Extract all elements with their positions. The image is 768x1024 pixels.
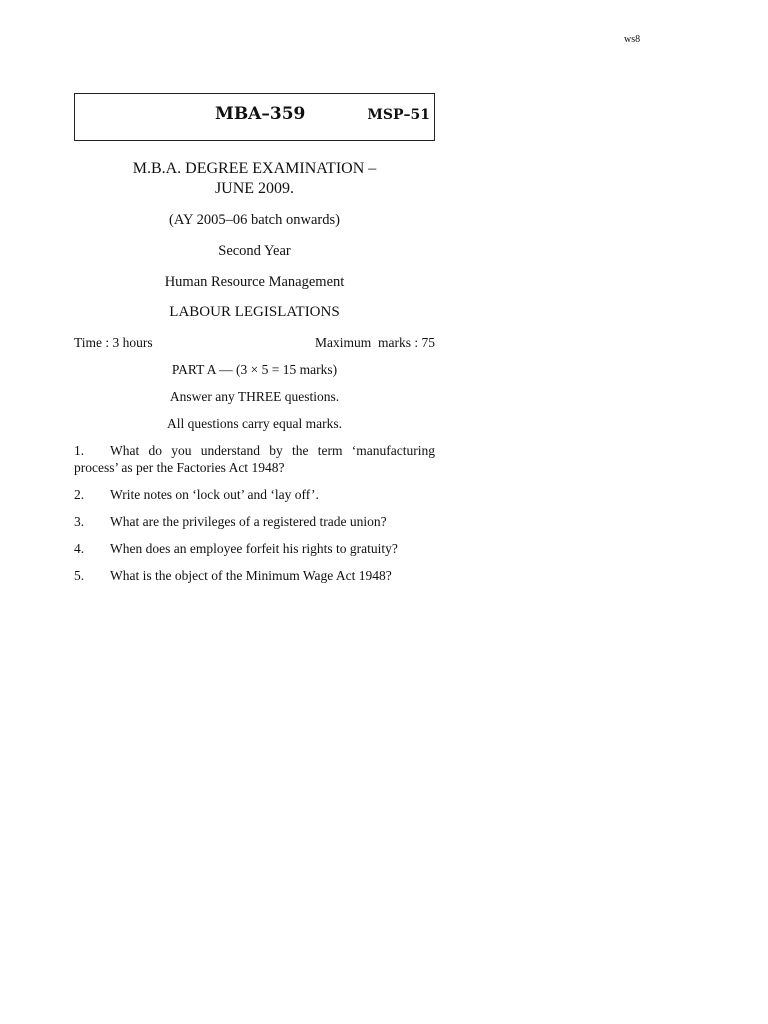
question-text: Write notes on ‘lock out’ and ‘lay off’.: [110, 487, 319, 502]
question-text: What do you understand by the term ‘manufacturing process’ as per the Factories Act 1948?: [74, 443, 435, 475]
exam-title-line-1: M.B.A. DEGREE EXAMINATION –: [132, 160, 377, 177]
question-item: [74, 513, 435, 530]
batch-note: (AY 2005–06 batch onwards): [169, 212, 340, 228]
year: Second Year: [218, 243, 291, 259]
question-text: What is the object of the Minimum Wage Act 1948?: [110, 568, 392, 583]
question-number: 4.: [74, 541, 85, 556]
question-item: [74, 442, 435, 476]
exam-paper: [74, 93, 435, 594]
part-a-heading: PART A — (3 × 5 = 15 marks): [171, 362, 338, 377]
maximum-marks: Maximum marks : 75: [315, 335, 435, 350]
instruction-answer-three: Answer any THREE questions.: [169, 389, 340, 404]
question-number: 3.: [74, 514, 85, 529]
question-number: 5.: [74, 568, 85, 583]
paper-code: MBA–359: [215, 104, 306, 124]
question-text: What are the privileges of a registered trade union?: [110, 514, 387, 529]
exam-title-line-2: JUNE 2009.: [214, 180, 295, 197]
question-item: [74, 567, 435, 584]
exam-title: [74, 159, 435, 199]
question-item: [74, 486, 435, 503]
corner-code: ws8: [624, 34, 641, 45]
paper-code-box: [74, 93, 435, 141]
instruction-equal-marks: All questions carry equal marks.: [166, 416, 343, 431]
paper-title: LABOUR LEGISLATIONS: [169, 304, 340, 320]
question-item: [74, 540, 435, 557]
time-allowed: Time : 3 hours: [74, 335, 153, 350]
question-list: [74, 442, 435, 584]
question-number: 2.: [74, 487, 85, 502]
question-number: 1.: [74, 443, 85, 458]
question-text: When does an employee forfeit his rights to gratuity?: [110, 541, 398, 556]
subject: Human Resource Management: [164, 274, 345, 290]
time-marks-row: [74, 334, 435, 351]
series-code: MSP–51: [367, 107, 430, 123]
